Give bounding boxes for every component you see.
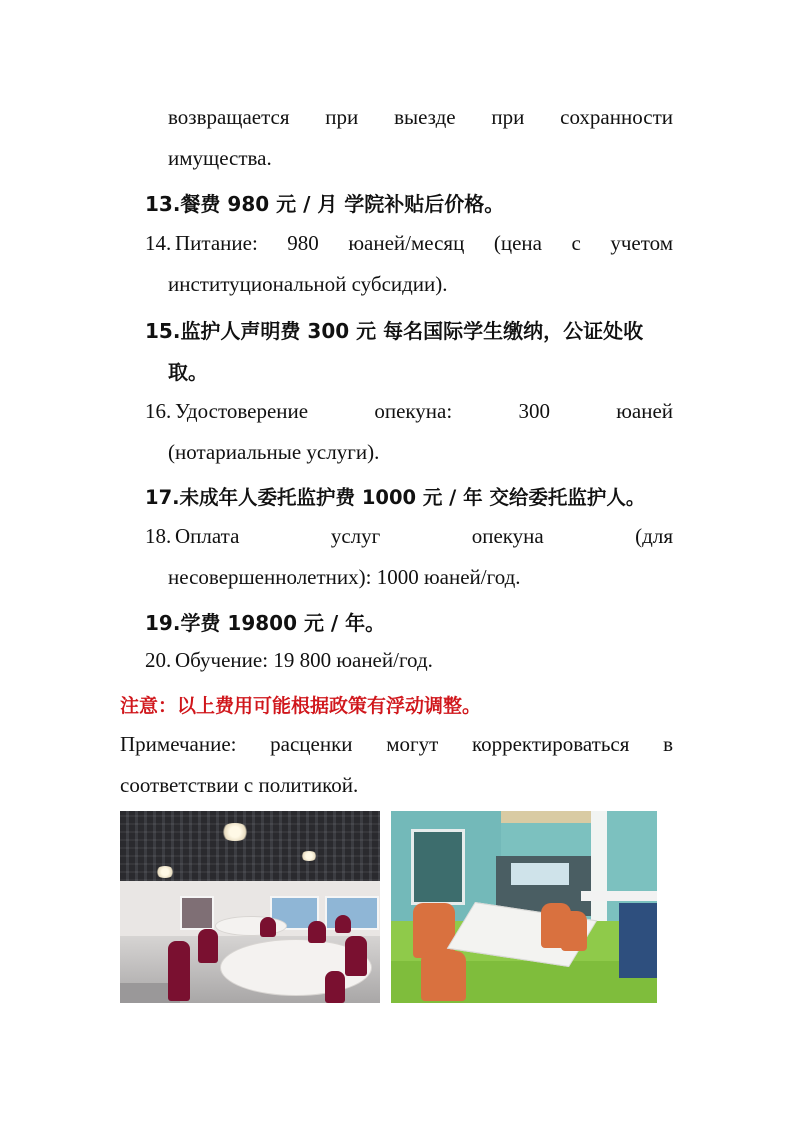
- list-item-16-text-cont: (нотариальные услуги).: [168, 440, 380, 464]
- list-item-13: [145, 188, 504, 217]
- text-line: возвращается при выезде при сохранности: [168, 105, 673, 129]
- item-text-zh: 未成年人委托监护费 1000 元 / 年 交给委托监护人。: [179, 486, 646, 509]
- list-item-16-number: 16.: [145, 399, 172, 423]
- list-item-14-text-cont: институциональной субсидии).: [168, 272, 448, 296]
- list-item-19: [145, 607, 385, 636]
- item-number: 15.: [145, 319, 181, 343]
- list-item-17: [145, 482, 645, 510]
- room-photo: [391, 811, 657, 1003]
- list-item-14-number: 14.: [145, 231, 172, 255]
- list-item-14-text: Питание: 980 юаней/месяц (цена с учетом: [175, 231, 673, 255]
- list-item-20-number: 20.: [145, 648, 172, 672]
- list-item-16-text: Удостоверение опекуна: 300 юаней: [175, 399, 673, 423]
- note-russian: Примечание: расценки могут корректироваться в: [120, 732, 673, 756]
- list-item-18-number: 18.: [145, 524, 172, 548]
- item-number: 13.: [145, 192, 181, 216]
- item-text-zh: 学费 19800 元 / 年。: [180, 611, 386, 635]
- dining-hall-photo: [120, 811, 380, 1003]
- note-russian-cont: соответствии с политикой.: [120, 773, 359, 797]
- item-text-zh: 餐费 980 元 / 月 学院补贴后价格。: [180, 192, 505, 216]
- item-text-zh: 监护人声明费 300 元 每名国际学生缴纳，公证处收: [180, 319, 644, 343]
- text-line: имущества.: [168, 146, 272, 170]
- list-item-20-text: Обучение: 19 800 юаней/год.: [175, 648, 433, 672]
- list-item-15-cont: 取。: [168, 360, 208, 384]
- note-chinese: 注意：以上费用可能根据政策有浮动调整。: [120, 695, 482, 717]
- item-number: 19.: [145, 611, 181, 635]
- list-item-18-text-cont: несовершеннолетних): 1000 юаней/год.: [168, 565, 521, 589]
- list-item-15: [145, 315, 643, 344]
- list-item-18-text: Оплата услуг опекуна (для: [175, 524, 673, 548]
- item-number: 17.: [145, 486, 180, 509]
